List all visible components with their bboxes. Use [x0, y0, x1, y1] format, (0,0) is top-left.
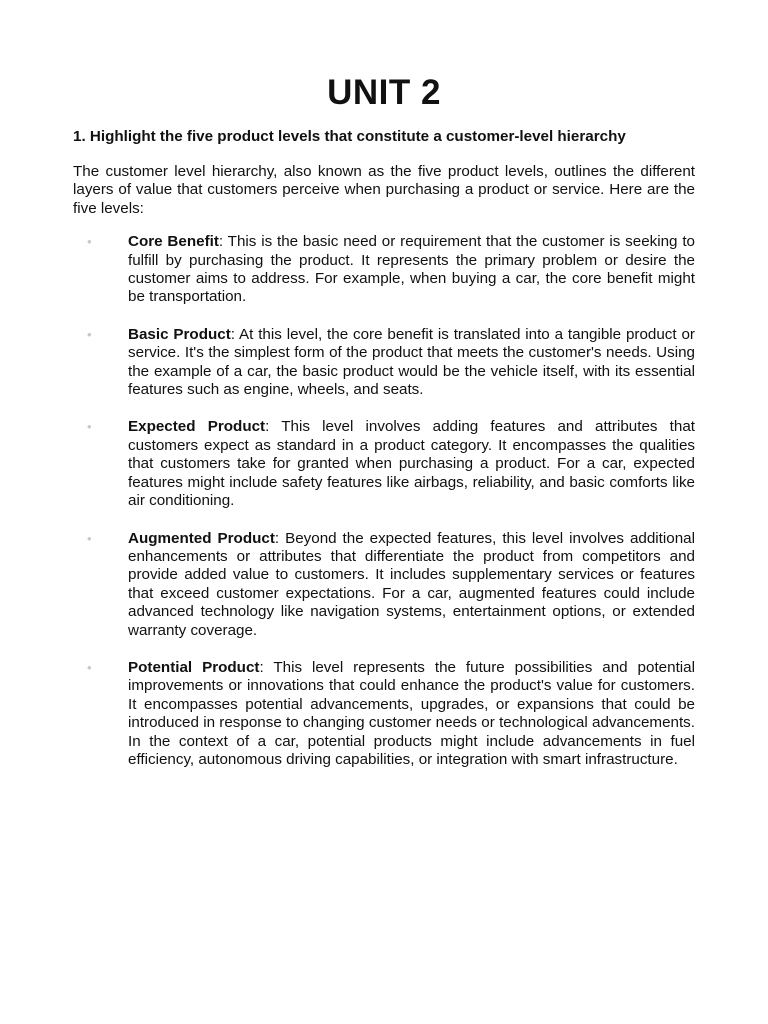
intro-paragraph: The customer level hierarchy, also known as the five product levels, outlines the different layers of value that customers perceive when purchasing a product or service. Here are the five levels: [73, 163, 695, 217]
level-term: Basic Product [128, 325, 231, 343]
level-term: Expected Product [128, 418, 266, 436]
list-item-expected-product [73, 418, 695, 510]
list-item-core-benefit [73, 233, 695, 307]
list-item-augmented-product [73, 530, 695, 640]
level-description: : This is the basic need or requirement that the customer is seeking to fulfill by purchasing the product. It represents the primary problem or desire the customer aims to address. For example, when buying a car, the core benefit might be transportation. [128, 233, 695, 306]
level-description: : This level represents the future possibilities and potential improvements or innovations that could enhance the product's value for customers. It encompasses potential advancements, upgrades, or expansions that could be introduced in response to changing customer needs or technological advancements. In the context of a car, potential products might include advancements in fuel efficiency, autonomous driving capabilities, or integration with smart infrastructure. [128, 658, 695, 768]
level-description: : Beyond the expected features, this level involves additional enhancements or attributes that differentiate the product from competitors and provide added value to customers. It includes supplementary services or features that exceed customer expectations. For a car, augmented features could include advanced technology like navigation systems, entertainment options, or extended warranty coverage. [128, 529, 695, 639]
level-description: : At this level, the core benefit is translated into a tangible product or service. It's the simplest form of the product that meets the customer's needs. Using the example of a car, the basic product would be the vehicle itself, with its essential features such as engine, wheels, and seats. [128, 325, 695, 399]
level-term: Potential Product [128, 658, 260, 676]
product-levels-list [73, 233, 695, 769]
level-description: : This level involves adding features and attributes that customers expect as standard in a product category. It encompasses the qualities that customers take for granted when purchasing a product. For a car, expected features might include safety features like airbags, reliability, and basic comforts like air conditioning. [128, 418, 696, 510]
question-heading: 1. Highlight the five product levels that constitute a customer-level hierarchy [73, 128, 626, 145]
level-term: Augmented Product [128, 529, 275, 547]
bullet-icon: • [87, 530, 92, 546]
bullet-icon: • [87, 326, 92, 342]
list-item-basic-product [73, 326, 695, 400]
bullet-icon: • [87, 659, 92, 675]
bullet-icon: • [87, 419, 92, 435]
level-term: Core Benefit [128, 233, 219, 251]
bullet-icon: • [87, 234, 92, 250]
page-title: UNIT 2 [327, 73, 441, 112]
list-item-potential-product [73, 659, 695, 769]
